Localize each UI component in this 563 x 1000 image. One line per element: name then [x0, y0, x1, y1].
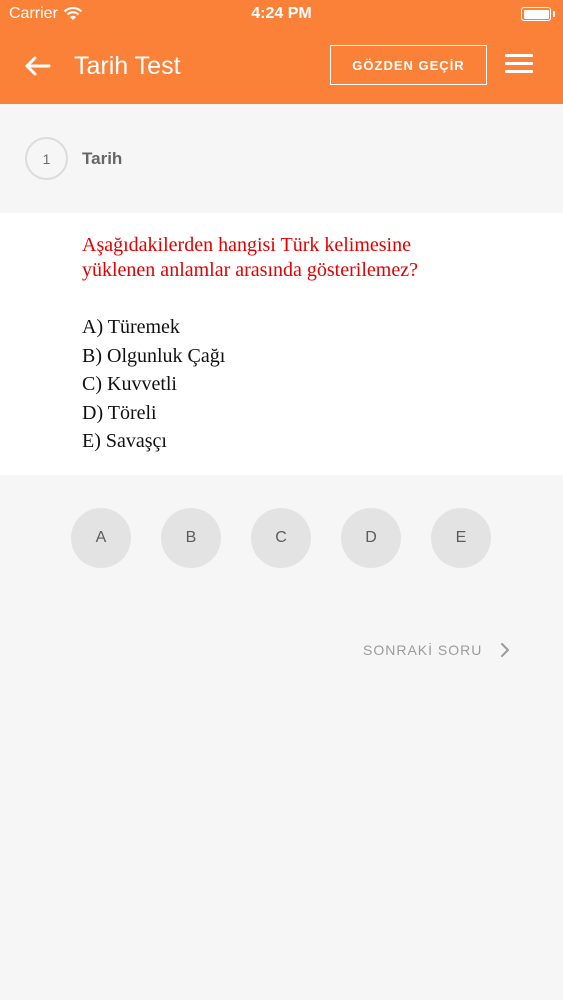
battery-icon — [521, 7, 551, 21]
next-question-label: SONRAKİ SORU — [363, 642, 483, 658]
answer-buttons — [71, 508, 511, 568]
subject-name: Tarih — [82, 149, 123, 168]
option-c: C) Kuvvetli — [82, 373, 177, 395]
status-time: 4:24 PM — [251, 5, 312, 22]
option-d: D) Töreli — [82, 401, 157, 424]
option-a: A) Türemek — [82, 316, 180, 338]
subject-row — [0, 104, 563, 213]
answer-button-a[interactable]: A — [71, 508, 131, 568]
answer-button-c[interactable]: C — [251, 508, 311, 568]
carrier-label: Carrier — [9, 5, 58, 22]
chevron-right-icon — [500, 642, 510, 658]
page-title: Tarih Test — [74, 52, 181, 80]
answer-button-b[interactable]: B — [161, 508, 221, 568]
hamburger-menu-icon[interactable] — [505, 54, 533, 78]
answer-button-e[interactable]: E — [431, 508, 491, 568]
battery-tip — [553, 11, 555, 17]
next-question-button[interactable] — [363, 638, 523, 662]
app-header — [0, 0, 563, 104]
question-card — [0, 213, 563, 475]
option-b: B) Olgunluk Çağı — [82, 344, 226, 367]
status-bar — [0, 0, 563, 30]
review-button[interactable]: GÖZDEN GEÇİR — [330, 45, 487, 85]
back-arrow-icon[interactable] — [20, 50, 54, 82]
option-e: E) Savaşçı — [82, 430, 167, 452]
question-text: Aşağıdakilerden hangisi Türk kelimesine yüklenen anlamlar arasında gösterilemez? — [82, 234, 418, 281]
answer-button-d[interactable]: D — [341, 508, 401, 568]
option-list — [82, 313, 225, 456]
question-number-badge: 1 — [25, 137, 68, 180]
